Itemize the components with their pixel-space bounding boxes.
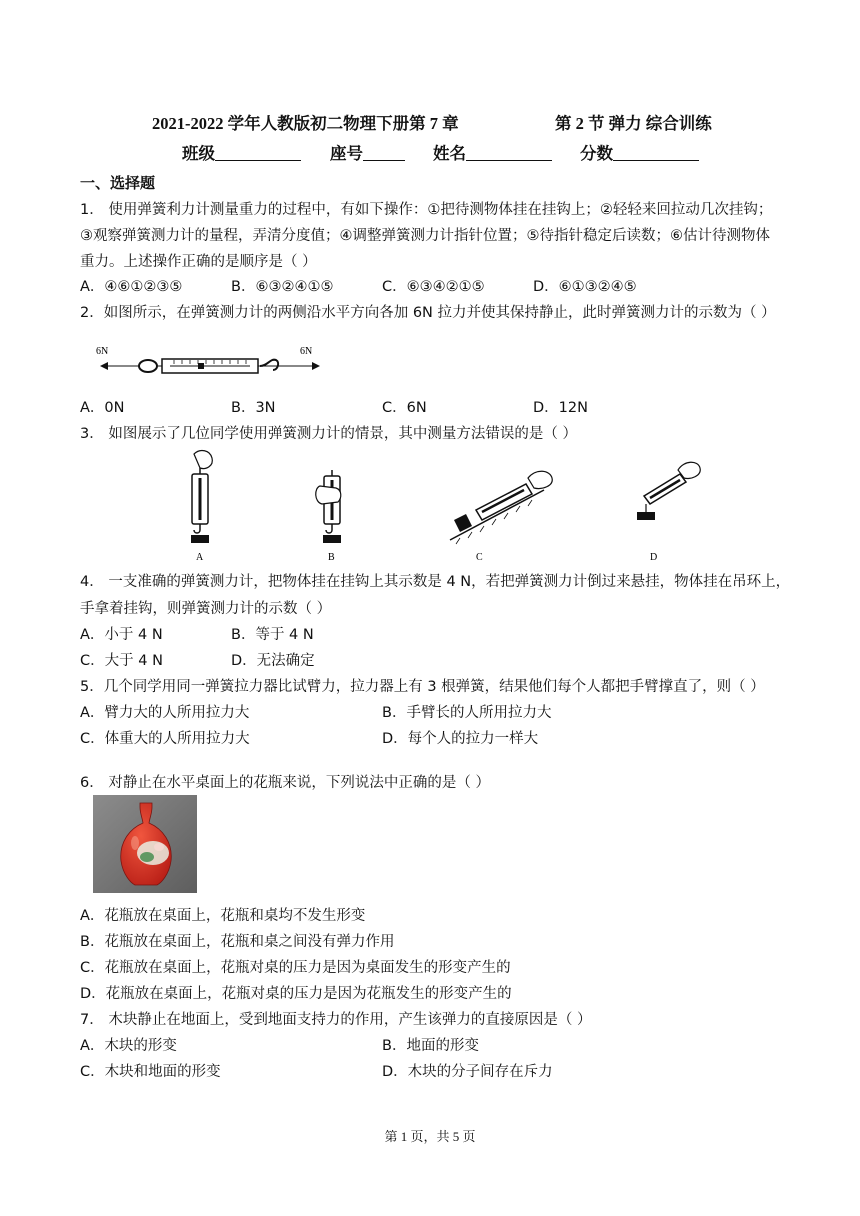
q4-option-c[interactable]: C．大于 4 N [80,653,163,669]
q7-option-b[interactable]: B．地面的形变 [382,1038,479,1054]
q4-line-2: 手拿着挂钩，则弹簧测力计的示数（ ） [80,601,332,617]
q3-label-c: C [476,552,483,563]
q2-line-1: 2．如图所示，在弹簧测力计的两侧沿水平方向各加 6N 拉力并使其保持静止，此时弹簧测力计的示数为（ ） [80,305,776,321]
field-seat-blank[interactable] [363,145,405,161]
q2-force-right-label: 6N [300,346,313,357]
section-heading: 一、选择题 [80,174,156,192]
field-name-blank[interactable] [466,145,552,161]
field-name-label: 姓名 [433,144,466,163]
q7-option-c[interactable]: C．木块和地面的形变 [80,1064,221,1080]
field-seat-label: 座号 [330,144,363,163]
field-class-blank[interactable] [215,145,301,161]
q5-option-a[interactable]: A．臂力大的人所用拉力大 [80,705,250,721]
q2-force-left-label: 6N [96,346,109,357]
spring-scale-usage-figures [170,448,710,564]
q2-option-b[interactable]: B．3N [231,400,276,416]
field-seat [330,140,405,164]
q1-line-2: ③观察弹簧测力计的量程，弄清分度值；④调整弹簧测力计指针位置；⑤待指针稳定后读数；⑥估计待测物体 [80,228,770,244]
field-score-blank[interactable] [613,145,699,161]
q7-line-1: 7． 木块静止在地面上，受到地面支持力的作用，产生该弹力的直接原因是（ ） [80,1012,592,1028]
q3-label-a: A [196,552,204,563]
q3-label-d: D [650,552,658,563]
doc-title-right: 第 2 节 弹力 综合训练 [555,114,712,133]
field-class-label: 班级 [182,144,215,163]
doc-title-left: 2021-2022 学年人教版初二物理下册第 7 章 [152,114,459,133]
q2-option-a[interactable]: A．0N [80,400,125,416]
field-score-label: 分数 [580,144,613,163]
q7-option-d[interactable]: D．木块的分子间存在斥力 [382,1064,553,1080]
q1-line-1: 1． 使用弹簧利力计测量重力的过程中，有如下操作：①把待测物体挂在挂钩上；②轻轻来回拉动几次挂钩； [80,202,773,218]
q3-line-1: 3． 如图展示了几位同学使用弹簧测力计的情景，其中测量方法错误的是（ ） [80,426,577,442]
q5-option-d[interactable]: D．每个人的拉力一样大 [382,731,539,747]
field-score [580,140,699,164]
q6-option-d[interactable]: D．花瓶放在桌面上，花瓶对桌的压力是因为花瓶发生的形变产生的 [80,986,512,1002]
figure-a [191,451,212,563]
q4-option-a[interactable]: A．小于 4 N [80,627,163,643]
spring-scale-horizontal-figure [90,340,330,380]
q5-option-c[interactable]: C．体重大的人所用拉力大 [80,731,250,747]
figure-c [450,471,552,563]
q6-option-c[interactable]: C．花瓶放在桌面上，花瓶对桌的压力是因为桌面发生的形变产生的 [80,960,511,976]
figure-d [637,462,700,563]
q1-option-c[interactable]: C．⑥③④②①⑤ [382,279,485,295]
vase-photo [93,795,197,893]
page-footer: 第 1 页，共 5 页 [384,1129,476,1144]
q3-label-b: B [328,552,335,563]
q5-option-b[interactable]: B．手臂长的人所用拉力大 [382,705,552,721]
q1-line-3: 重力。上述操作正确的是顺序是（ ） [80,254,317,270]
q1-option-a[interactable]: A．④⑥①②③⑤ [80,279,183,295]
q2-option-d[interactable]: D．12N [533,400,588,416]
field-class [182,140,301,164]
q2-option-c[interactable]: C．6N [382,400,427,416]
q1-option-d[interactable]: D．⑥①③②④⑤ [533,279,637,295]
q6-line-1: 6． 对静止在水平桌面上的花瓶来说，下列说法中正确的是（ ） [80,775,490,791]
q6-option-b[interactable]: B．花瓶放在桌面上，花瓶和桌之间没有弹力作用 [80,934,395,950]
q1-option-b[interactable]: B．⑥③②④①⑤ [231,279,334,295]
q5-line-1: 5．几个同学用同一弹簧拉力器比试臂力，拉力器上有 3 根弹簧，结果他们每个人都把手臂撑直了，则（ ） [80,679,765,695]
figure-b [316,470,341,563]
q7-option-a[interactable]: A．木块的形变 [80,1038,177,1054]
field-name [433,140,552,164]
q4-line-1: 4． 一支准确的弹簧测力计，把物体挂在挂钩上其示数是 4 N，若把弹簧测力计倒过来悬挂，物体挂在吊环上， [80,574,791,590]
q4-option-d[interactable]: D．无法确定 [231,653,315,669]
q6-option-a[interactable]: A．花瓶放在桌面上，花瓶和桌均不发生形变 [80,908,366,924]
q4-option-b[interactable]: B．等于 4 N [231,627,314,643]
